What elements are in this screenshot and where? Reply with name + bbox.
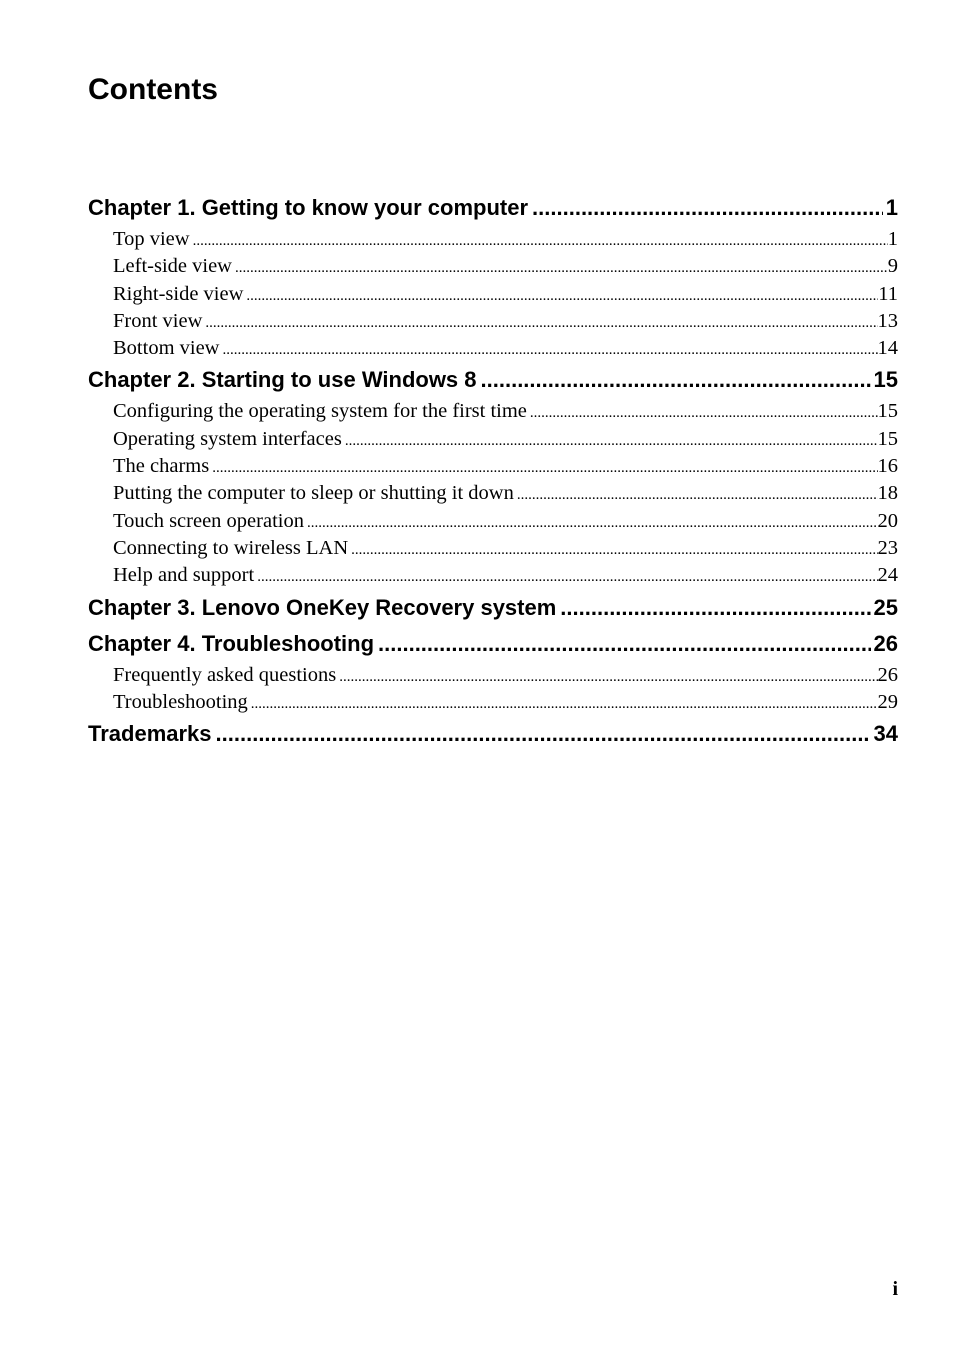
toc-section-right-side-view[interactable] xyxy=(88,281,898,308)
toc-entry-title: Troubleshooting xyxy=(113,690,248,713)
toc-page-number: 18 xyxy=(877,482,898,505)
toc-section-configuring-os[interactable] xyxy=(88,398,898,425)
toc-page-number: 16 xyxy=(877,455,898,478)
toc-page-number: 11 xyxy=(878,282,898,305)
dot-leader xyxy=(517,480,878,507)
toc-page-number: 9 xyxy=(887,255,898,278)
toc-entry-title: Help and support xyxy=(113,564,255,587)
dot-leader xyxy=(235,253,888,280)
toc-page-number: 25 xyxy=(873,594,898,620)
toc-section-bottom-view[interactable] xyxy=(88,335,898,362)
toc-entry-title: Operating system interfaces xyxy=(113,427,342,450)
page-number: i xyxy=(892,1278,898,1300)
dot-leader xyxy=(212,453,877,480)
toc-section-os-interfaces[interactable] xyxy=(88,426,898,453)
toc-chapter-1[interactable] xyxy=(88,190,898,226)
toc-chapter-4[interactable] xyxy=(88,626,898,662)
toc-page-number: 1 xyxy=(885,195,898,220)
toc-page-number: 34 xyxy=(873,721,898,747)
dot-leader xyxy=(307,508,878,535)
dot-leader xyxy=(351,535,877,562)
toc-section-front-view[interactable] xyxy=(88,308,898,335)
dot-leader xyxy=(560,590,870,626)
dot-leader xyxy=(251,689,878,716)
toc-entry-title: Touch screen operation xyxy=(113,509,304,532)
dot-leader xyxy=(193,226,888,253)
toc-entry-title: Chapter 3. Lenovo OneKey Recovery system xyxy=(88,594,557,620)
toc-section-wireless-lan[interactable] xyxy=(88,535,898,562)
toc-page-number: 14 xyxy=(877,337,898,360)
toc-page-number: 24 xyxy=(877,564,898,587)
toc-section-touch-screen[interactable] xyxy=(88,508,898,535)
dot-leader xyxy=(345,426,878,453)
dot-leader xyxy=(222,335,877,362)
toc-chapter-2[interactable] xyxy=(88,362,898,398)
toc-chapter-3[interactable] xyxy=(88,590,898,626)
toc-section-sleep-shutdown[interactable] xyxy=(88,480,898,507)
toc-page-number: 26 xyxy=(877,663,898,686)
toc-entry-title: Front view xyxy=(113,309,203,332)
toc-entry-title: Frequently asked questions xyxy=(113,663,337,686)
dot-leader xyxy=(530,398,878,425)
toc-page-number: 1 xyxy=(887,228,898,250)
toc-section-charms[interactable] xyxy=(88,453,898,480)
toc-trademarks[interactable] xyxy=(88,716,898,752)
toc-page-number: 20 xyxy=(877,509,898,532)
toc-entry-title: Bottom view xyxy=(113,337,220,360)
toc-entry-title: Right-side view xyxy=(113,282,244,305)
toc-entry-title: Chapter 4. Troubleshooting xyxy=(88,630,375,656)
toc-page-number: 26 xyxy=(873,630,898,656)
dot-leader xyxy=(246,281,878,308)
dot-leader xyxy=(205,308,877,335)
toc-entry-title: Connecting to wireless LAN xyxy=(113,536,349,559)
toc-page-number: 13 xyxy=(877,309,898,332)
toc-entry-title: The charms xyxy=(113,455,210,478)
toc-section-top-view[interactable] xyxy=(88,226,898,253)
toc-entry-title: Chapter 1. Getting to know your computer xyxy=(88,195,529,220)
toc-page-number: 15 xyxy=(877,427,898,450)
dot-leader xyxy=(481,362,871,398)
toc-entry-title: Trademarks xyxy=(88,721,212,747)
page-title: Contents xyxy=(88,73,218,106)
toc-entry-title: Chapter 2. Starting to use Windows 8 xyxy=(88,367,477,393)
toc-page-number: 15 xyxy=(877,400,898,423)
toc-page-number: 15 xyxy=(873,367,898,393)
toc-page-number: 29 xyxy=(877,690,898,713)
toc-entry-title: Left-side view xyxy=(113,255,232,278)
toc-section-help-support[interactable] xyxy=(88,562,898,589)
toc-section-faq[interactable] xyxy=(88,662,898,689)
toc-page-number: 23 xyxy=(877,536,898,559)
dot-leader xyxy=(532,190,883,226)
dot-leader xyxy=(378,626,871,662)
dot-leader xyxy=(216,716,871,752)
toc-entry-title: Configuring the operating system for the first time xyxy=(113,400,527,423)
toc-section-troubleshooting[interactable] xyxy=(88,689,898,716)
table-of-contents xyxy=(88,190,898,752)
dot-leader xyxy=(339,662,877,689)
toc-entry-title: Putting the computer to sleep or shutting it down xyxy=(113,482,514,505)
toc-section-left-side-view[interactable] xyxy=(88,253,898,280)
toc-entry-title: Top view xyxy=(113,228,190,250)
dot-leader xyxy=(257,562,877,589)
